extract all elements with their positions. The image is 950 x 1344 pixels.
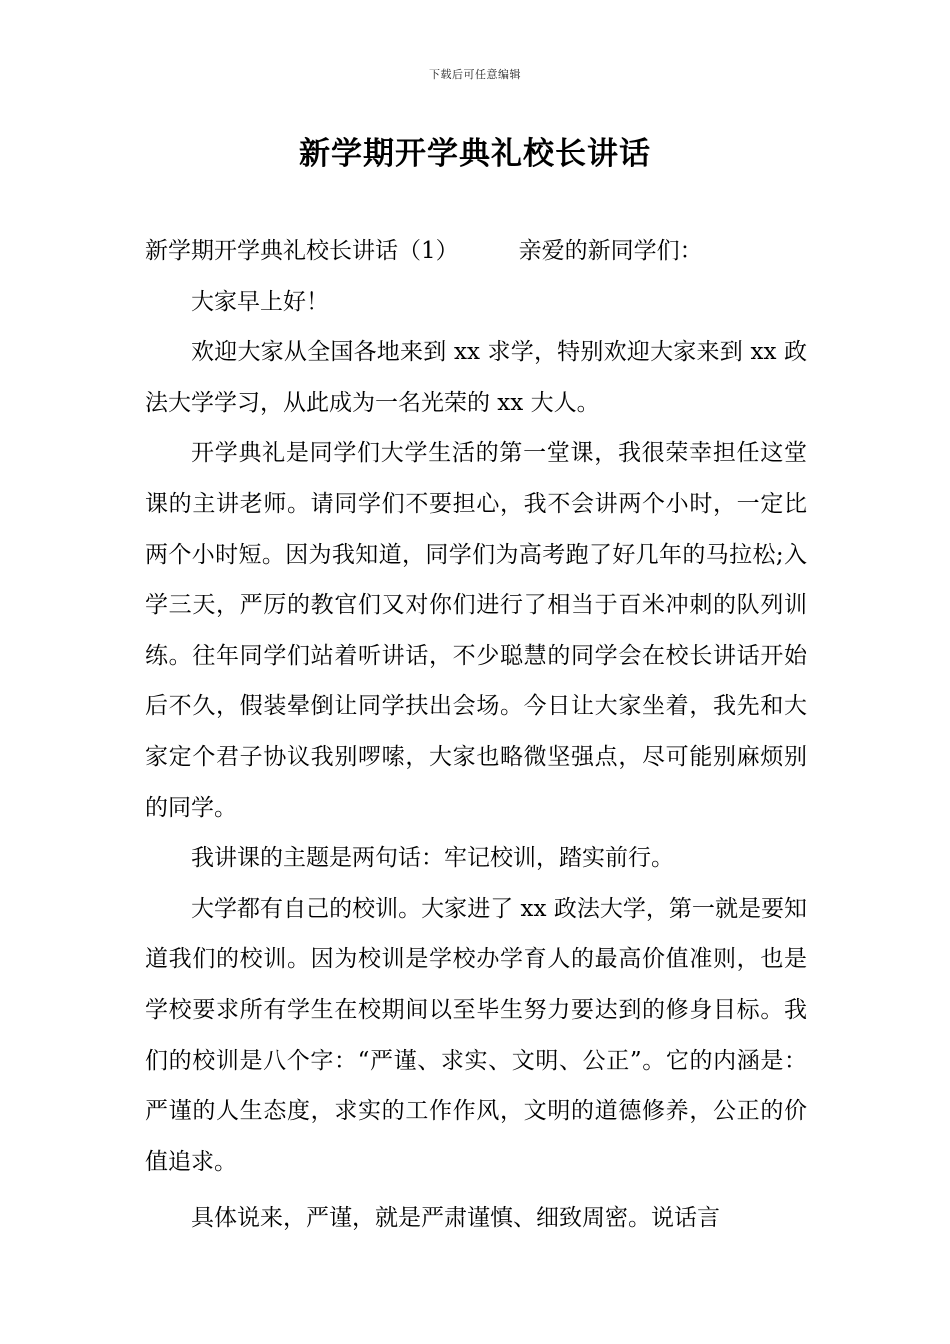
paragraph: 欢迎大家从全国各地来到 xx 求学，特别欢迎大家来到 xx 政法大学学习，从此成为一名光荣的 xx 大人。: [145, 339, 807, 416]
subtitle-line: [145, 226, 807, 277]
header-note: 下载后可任意编辑: [429, 68, 521, 81]
paragraph: 我讲课的主题是两句话：牢记校训，踏实前行。: [191, 845, 674, 872]
paragraph: 大家早上好！: [191, 288, 329, 315]
salutation: 亲爱的新同学们：: [518, 238, 703, 264]
paragraph: 开学典礼是同学们大学生活的第一堂课，我很荣幸担任这堂课的主讲老师。请同学们不要担心，我不会讲两个小时，一定比两个小时短。因为我知道，同学们为高考跑了好几年的马拉松;入学三天，严厉的教官们又对你们进行了相当于百米冲刺的队列训练。往年同学们站着听讲话，不少聪慧的同学会在校长讲话开始后不久，假装晕倒让同学扶出会场。今日让大家坐着，我先和大家定个君子协议我别啰嗦，大家也略微坚强点，尽可能别麻烦别的同学。: [145, 440, 807, 821]
paragraph: 大学都有自己的校训。大家进了 xx 政法大学，第一就是要知道我们的校训。因为校训是学校办学育人的最高价值准则，也是学校要求所有学生在校期间以至毕生努力要达到的修身目标。我们的校训是八个字：“严谨、求实、文明、公正”。它的内涵是：严谨的人生态度，求实的工作作风，文明的道德修养，公正的价值追求。: [145, 895, 807, 1175]
document-body: [145, 226, 807, 1244]
paragraph: 具体说来，严谨，就是严肃谨慎、细致周密。说话言: [191, 1205, 720, 1232]
subtitle: 新学期开学典礼校长讲话（1）: [145, 238, 459, 264]
document-title: 新学期开学典礼校长讲话: [299, 136, 651, 172]
